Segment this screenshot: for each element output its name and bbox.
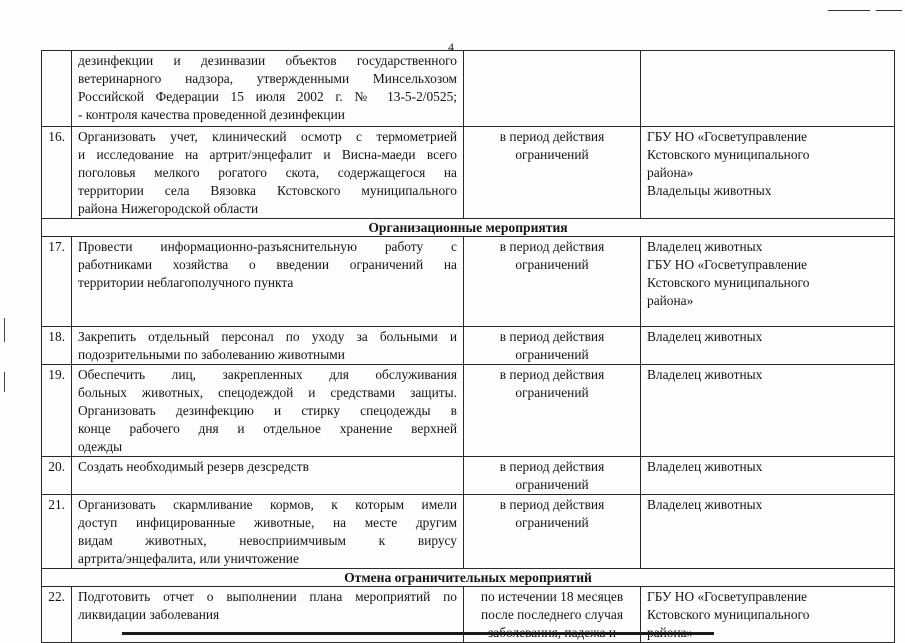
measure-description-line: поголовья мелкого рогатого скота, содержащегося на xyxy=(78,165,457,180)
measure-responsible xyxy=(641,51,895,127)
measure-responsible-line: ГБУ НО «Госветуправление xyxy=(647,257,808,272)
measure-responsible xyxy=(641,237,895,327)
row-number: 18. xyxy=(42,327,72,365)
measure-responsible-line: Владелец животных xyxy=(647,497,763,512)
measure-period-line: по истечении 18 месяцев xyxy=(480,589,624,604)
measure-responsible-line: района» xyxy=(647,165,694,180)
measure-description-line: Российской Федерации 15 июля 2002 г. № 13-5-2/0525; xyxy=(78,89,457,104)
row-number xyxy=(42,51,72,127)
measure-period-line: ограничений xyxy=(515,385,589,400)
measure-description-line: доступ инфицированные животные, на месте другим xyxy=(78,515,457,530)
measure-responsible-line: Кстовского муниципального xyxy=(647,147,810,162)
measure-description-line: района Нижегородской области xyxy=(78,201,259,216)
measure-responsible xyxy=(641,495,895,569)
measure-period xyxy=(464,127,641,219)
measure-responsible-line: Владелец животных xyxy=(647,239,763,254)
measure-period-line: в период действия xyxy=(499,129,605,144)
measure-period-line: в период действия xyxy=(499,459,605,474)
measure-period-line: в период действия xyxy=(499,239,605,254)
measure-period xyxy=(464,457,641,495)
page-number: 4 xyxy=(448,40,454,54)
measure-description-line: Организовать учет, клинический осмотр с термометрией xyxy=(78,129,457,144)
measure-period-line: ограничений xyxy=(515,477,589,492)
measure-responsible xyxy=(641,127,895,219)
measure-period-line: ограничений xyxy=(515,347,589,362)
measure-description-line: Подготовить отчет о выполнении плана мероприятий по xyxy=(78,589,457,604)
measure-responsible-line: района» xyxy=(647,293,694,308)
table-row xyxy=(42,51,895,127)
measure-description-line: Закрепить отдельный персонал по уходу за больными и xyxy=(78,329,457,344)
measure-description xyxy=(72,327,464,365)
measure-period-line: в период действия xyxy=(499,367,605,382)
measure-description-line: Провести информационно-разъяснительную работу с xyxy=(78,239,457,254)
measure-period-line: ограничений xyxy=(515,147,589,162)
row-number: 17. xyxy=(42,237,72,327)
table-row xyxy=(42,457,895,495)
measure-description xyxy=(72,495,464,569)
measure-responsible-line: ГБУ НО «Госветуправление xyxy=(647,129,808,144)
measure-description xyxy=(72,51,464,127)
measure-description-line: - контроля качества проведенной дезинфекции xyxy=(78,107,345,122)
measure-description-line: артрита/энцефалита, или уничтожение xyxy=(78,551,299,566)
section-header-row xyxy=(42,219,895,237)
measure-description xyxy=(72,457,464,495)
measure-description-line: конце рабочего дня и отдельное хранение верхней xyxy=(78,421,457,436)
measure-description-line: Создать необходимый резерв дезсредств xyxy=(78,459,309,474)
scan-mark xyxy=(4,372,5,392)
measure-description-line: подозрительными по заболеванию животными xyxy=(78,347,345,362)
measure-period-line: ограничений xyxy=(515,515,589,530)
measure-responsible-line: Владелец животных xyxy=(647,329,763,344)
measure-responsible-line: Владелец животных xyxy=(647,367,763,382)
measure-description xyxy=(72,127,464,219)
measure-description-line: и исследование на артрит/энцефалит и Висна-маеди всего xyxy=(78,147,457,162)
measure-description-line: работниками хозяйства о введении ограничений на xyxy=(78,257,457,272)
row-number: 22. xyxy=(42,587,72,643)
measure-description-line: ликвидации заболевания xyxy=(78,607,220,622)
measure-description-line: Обеспечить лиц, закрепленных для обслуживания xyxy=(78,367,457,382)
row-number: 16. xyxy=(42,127,72,219)
measure-period xyxy=(464,495,641,569)
measure-description-line: ветеринарного надзора, утвержденными Минсельхозом xyxy=(78,71,457,86)
section-header-row xyxy=(42,569,895,587)
measure-period-line: после последнего случая xyxy=(481,607,623,622)
measure-period xyxy=(464,327,641,365)
measure-period-line: в период действия xyxy=(499,329,605,344)
measure-description-line: одежды xyxy=(78,439,123,454)
measure-description xyxy=(72,237,464,327)
scan-mark xyxy=(4,318,5,342)
measure-responsible xyxy=(641,327,895,365)
measure-period xyxy=(464,365,641,457)
measure-period xyxy=(464,237,641,327)
table-row xyxy=(42,365,895,457)
measure-responsible-line: Кстовского муниципального xyxy=(647,607,810,622)
measure-description xyxy=(72,365,464,457)
measure-responsible-line: ГБУ НО «Госветуправление xyxy=(647,589,808,604)
row-number: 20. xyxy=(42,457,72,495)
measure-responsible xyxy=(641,457,895,495)
table-row xyxy=(42,327,895,365)
measure-description-line: больных животных, спецодеждой и средствами защиты. xyxy=(78,385,457,400)
table-row xyxy=(42,127,895,219)
table-row xyxy=(42,495,895,569)
measures-table xyxy=(41,50,895,643)
measure-description-line: видам животных, невосприимчивым к вирусу xyxy=(78,533,457,548)
measure-description-line: территории села Вязовка Кстовского муниципального xyxy=(78,183,457,198)
scan-mark xyxy=(828,10,870,11)
measure-description-line: территории неблагополучного пункта xyxy=(78,275,294,290)
section-title: Организационные мероприятия xyxy=(42,219,895,237)
page-bottom-rule xyxy=(122,632,714,635)
measure-period-line: в период действия xyxy=(499,497,605,512)
section-title: Отмена ограничительных мероприятий xyxy=(42,569,895,587)
measure-period xyxy=(464,51,641,127)
table-row xyxy=(42,237,895,327)
measure-description-line: Организовать дезинфекцию и стирку спецодежды в xyxy=(78,403,457,418)
measure-description-line: Организовать скармливание кормов, к которым имели xyxy=(78,497,457,512)
row-number: 19. xyxy=(42,365,72,457)
measure-responsible xyxy=(641,365,895,457)
measure-responsible-line: Кстовского муниципального xyxy=(647,275,810,290)
row-number: 21. xyxy=(42,495,72,569)
measure-responsible-line: Владельцы животных xyxy=(647,183,772,198)
measure-period-line: ограничений xyxy=(515,257,589,272)
measure-responsible-line: Владелец животных xyxy=(647,459,763,474)
scan-mark xyxy=(876,10,902,11)
measure-description-line: дезинфекции и дезинвазии объектов государственного xyxy=(78,53,457,68)
